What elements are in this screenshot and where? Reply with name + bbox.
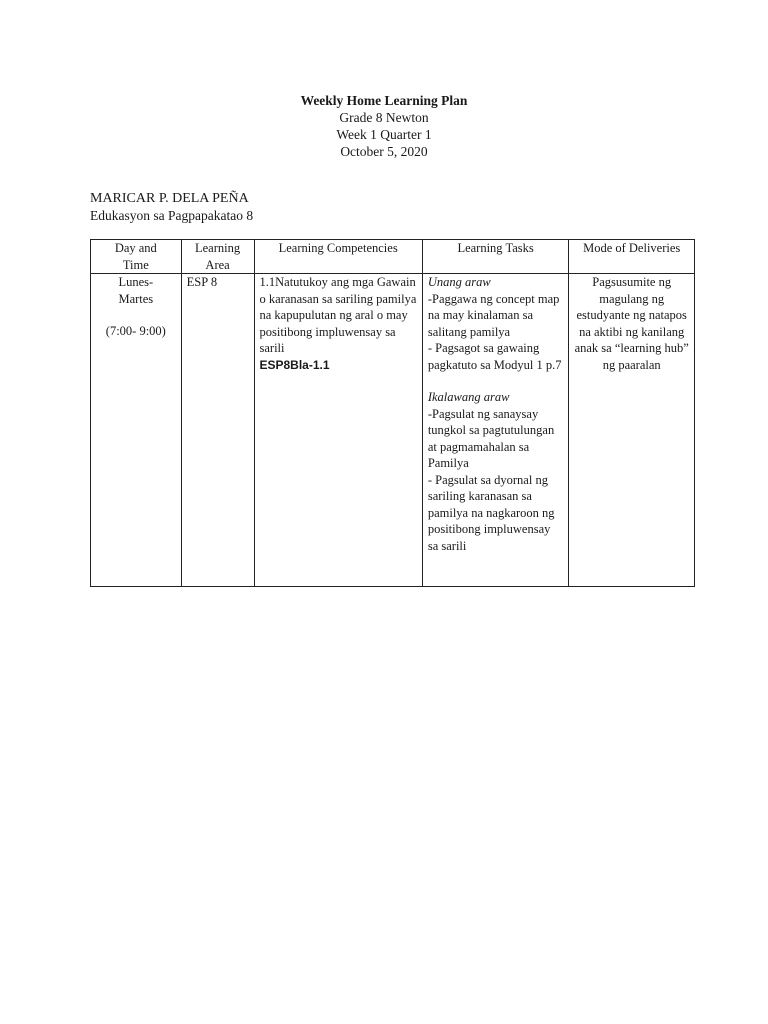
time-range: (7:00- 9:00): [105, 324, 166, 338]
header-competencies: Learning Competencies: [254, 240, 422, 274]
header-mode: Mode of Deliveries: [569, 240, 695, 274]
plan-date: October 5, 2020: [340, 144, 428, 159]
header-day-time-line1: Day and: [114, 241, 157, 255]
teacher-info: [90, 190, 253, 224]
competency-code: ESP8Bla-1.1: [259, 357, 330, 372]
day1-task1: -Paggawa ng concept map na may kinalaman sa salitang pamilya: [427, 291, 560, 339]
document-title: Weekly Home Learning Plan: [300, 93, 468, 108]
header-day-time: [91, 240, 182, 274]
day2-label: Ikalawang araw: [427, 390, 510, 404]
header-tasks: Learning Tasks: [422, 240, 569, 274]
cell-day-time: [91, 274, 182, 587]
cell-competency: [254, 274, 422, 587]
header-area-line2: Area: [205, 257, 230, 272]
document-header: [0, 92, 768, 160]
table-row: [91, 274, 695, 587]
header-day-time-line2: Time: [122, 257, 149, 272]
teacher-name: MARICAR P. DELA PEÑA: [90, 191, 249, 206]
header-area-line1: Learning: [195, 241, 241, 255]
table-header-row: [91, 240, 695, 274]
learning-plan-table: [90, 239, 695, 587]
day-line1: Lunes-: [118, 275, 154, 289]
day-line2: Martes: [118, 291, 154, 306]
cell-learning-area: ESP 8: [181, 274, 254, 587]
competency-text: 1.1Natutukoy ang mga Gawain o karanasan sa sariling pamilya na kapupulutan ng aral o may positibong impluwensay sa sarili: [259, 275, 417, 355]
day1-label: Unang araw: [427, 275, 491, 289]
day2-task1: -Pagsulat ng sanaysay tungkol sa pagtutulungan at pagmamahalan sa Pamilya: [427, 406, 555, 470]
cell-mode: Pagsusumite ng magulang ng estudyante ng natapos na aktibi ng kanilang anak sa “learning hub” ng paaralan: [569, 274, 695, 587]
day2-task2: - Pagsulat sa dyornal ng sariling karanasan sa pamilya na nagkaroon ng positibong impluwensay sa sarili: [427, 472, 555, 553]
header-learning-area: [181, 240, 254, 274]
grade-section: Grade 8 Newton: [339, 110, 429, 125]
subject-name: Edukasyon sa Pagpapakatao 8: [90, 208, 254, 223]
week-quarter: Week 1 Quarter 1: [336, 127, 432, 142]
day1-task2: - Pagsagot sa gawaing pagkatuto sa Modyul 1 p.7: [427, 341, 562, 372]
cell-tasks: [422, 274, 569, 587]
